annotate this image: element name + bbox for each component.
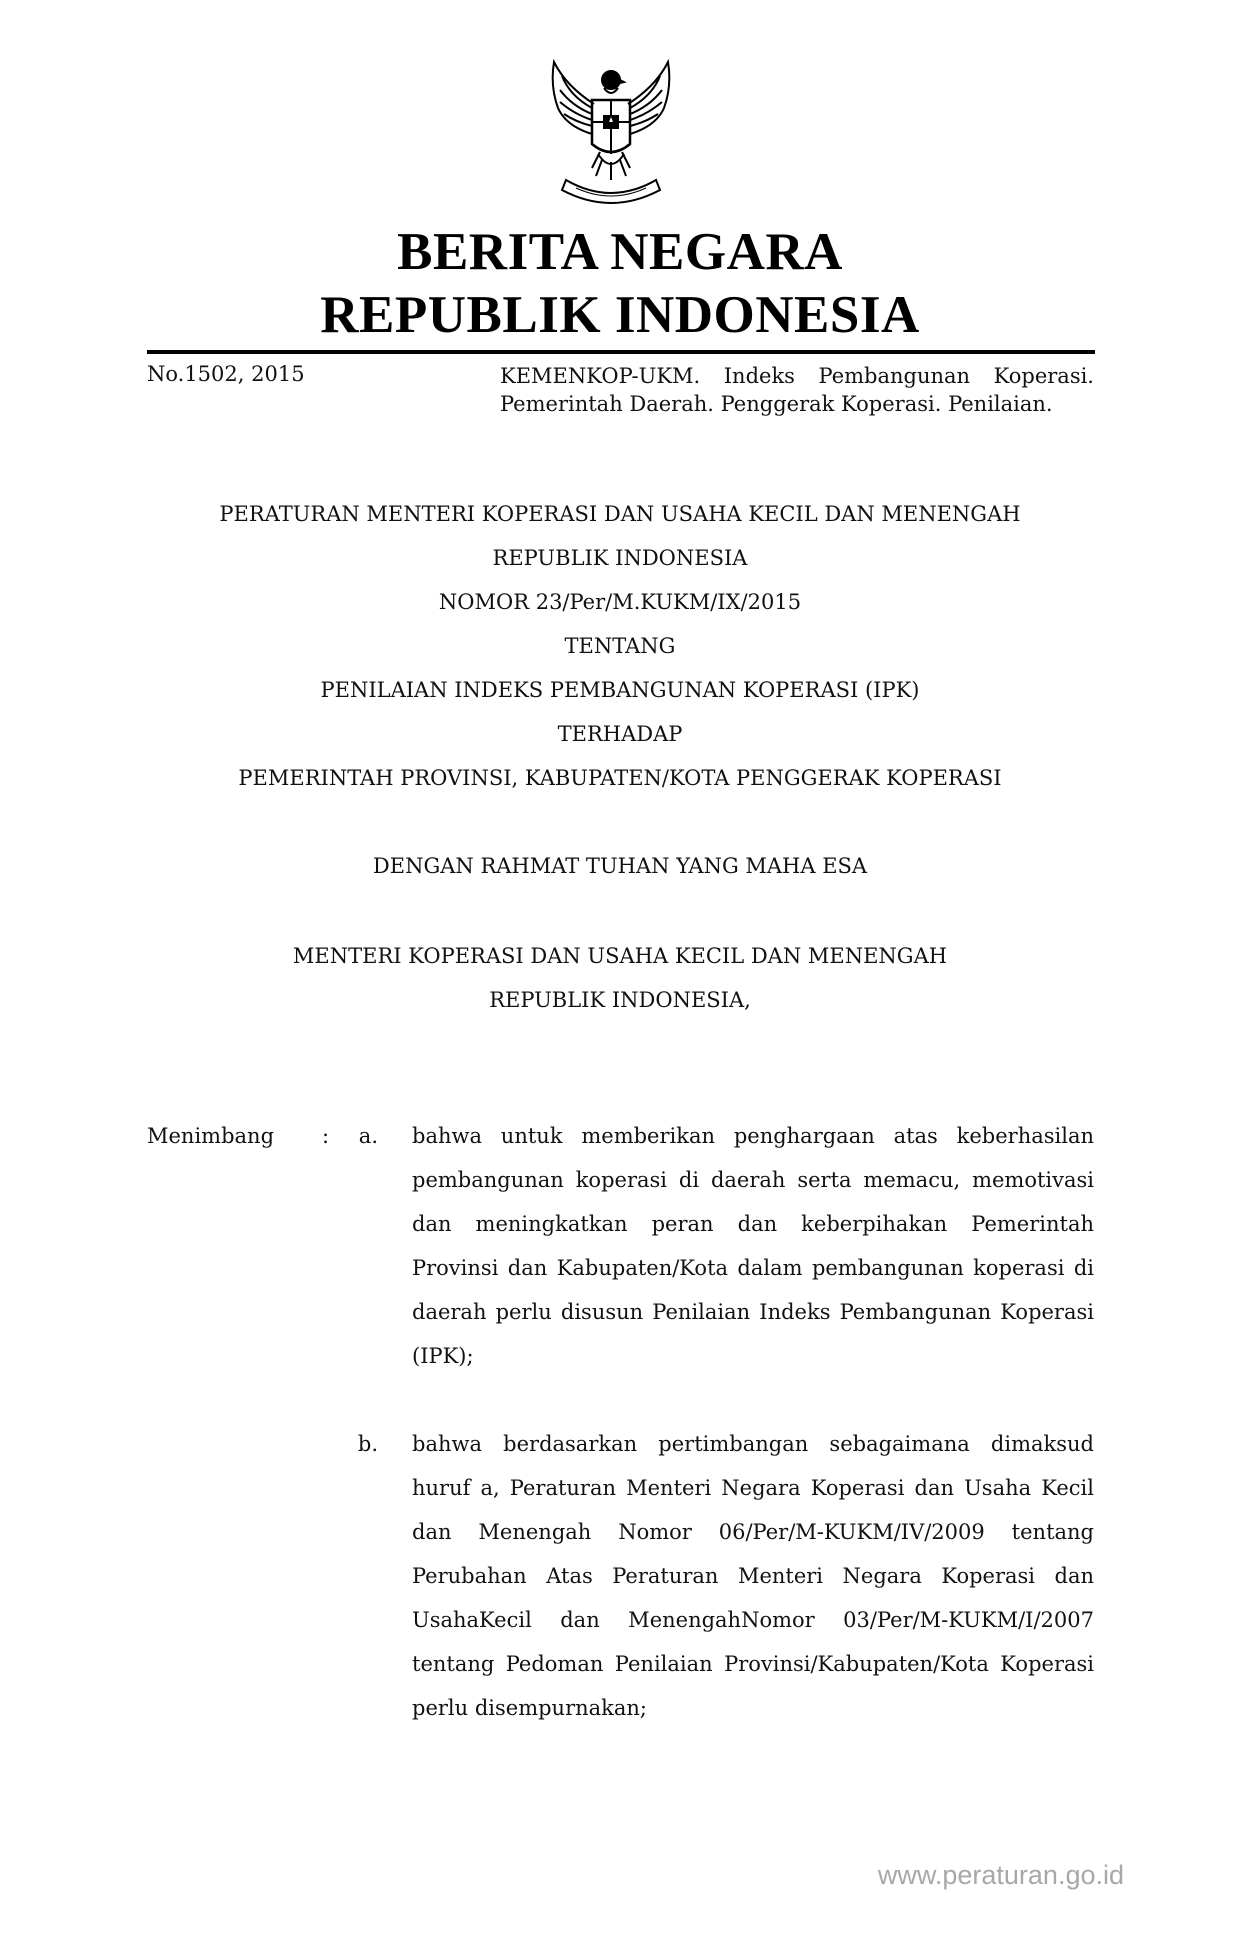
garuda-emblem-icon — [536, 56, 686, 211]
masthead-divider — [147, 350, 1095, 354]
invocation: DENGAN RAHMAT TUHAN YANG MAHA ESA — [372, 854, 868, 878]
consideration-text: bahwa berdasarkan pertimbangan sebagaimana dimaksud huruf a, Peraturan Menteri Negara Koperasi dan Usaha Kecil dan Menengah Nomor 06/Per/M-KUKM/IV/2009 tentang Perubahan Atas Peraturan Menteri Negara Koperasi dan UsahaKecil dan MenengahNomor 03/Per/M-KUKM/I/2007 tentang Pedoman Penilaian Provinsi/Kabupaten/Kota Koperasi perlu disempurnakan; — [412, 1432, 1094, 1720]
regulation-title-line: PENILAIAN INDEKS PEMBANGUNAN KOPERASI (IPK) — [320, 678, 920, 702]
masthead-subtitle: REPUBLIK INDONESIA — [320, 286, 920, 344]
regulation-title-line: REPUBLIK INDONESIA — [492, 546, 748, 570]
regulation-number: NOMOR 23/Per/M.KUKM/IX/2015 — [438, 590, 802, 614]
regulation-title-line: TENTANG — [564, 634, 676, 658]
consideration-letter: b. — [357, 1432, 378, 1456]
considerations-label: Menimbang — [147, 1124, 275, 1148]
consideration-letter: a. — [358, 1124, 378, 1148]
regulation-title-line: PERATURAN MENTERI KOPERASI DAN USAHA KECIL DAN MENENGAH — [219, 502, 1021, 526]
regulation-title-line: TERHADAP — [557, 722, 683, 746]
issue-subject: KEMENKOP-UKM. Indeks Pembangunan Koperasi. Pemerintah Daerah. Penggerak Koperasi. Penilaian. — [500, 364, 1094, 416]
consideration-text: bahwa untuk memberikan penghargaan atas keberhasilan pembangunan koperasi di daerah serta memacu, memotivasi dan meningkatkan peran dan keberpihakan Pemerintah Provinsi dan Kabupaten/Kota dalam pembangunan koperasi di daerah perlu disusun Penilaian Indeks Pembangunan Koperasi (IPK); — [412, 1124, 1094, 1368]
issue-number: No.1502, 2015 — [147, 362, 305, 386]
regulation-title-line: PEMERINTAH PROVINSI, KABUPATEN/KOTA PENGGERAK KOPERASI — [238, 766, 1002, 790]
masthead-title: BERITA NEGARA — [397, 223, 843, 281]
footer-website-link[interactable]: www.peraturan.go.id — [877, 1860, 1124, 1890]
issuer-line: MENTERI KOPERASI DAN USAHA KECIL DAN MENENGAH — [292, 944, 948, 968]
considerations-colon: : — [322, 1124, 330, 1148]
issuer-line: REPUBLIK INDONESIA, — [489, 988, 751, 1012]
